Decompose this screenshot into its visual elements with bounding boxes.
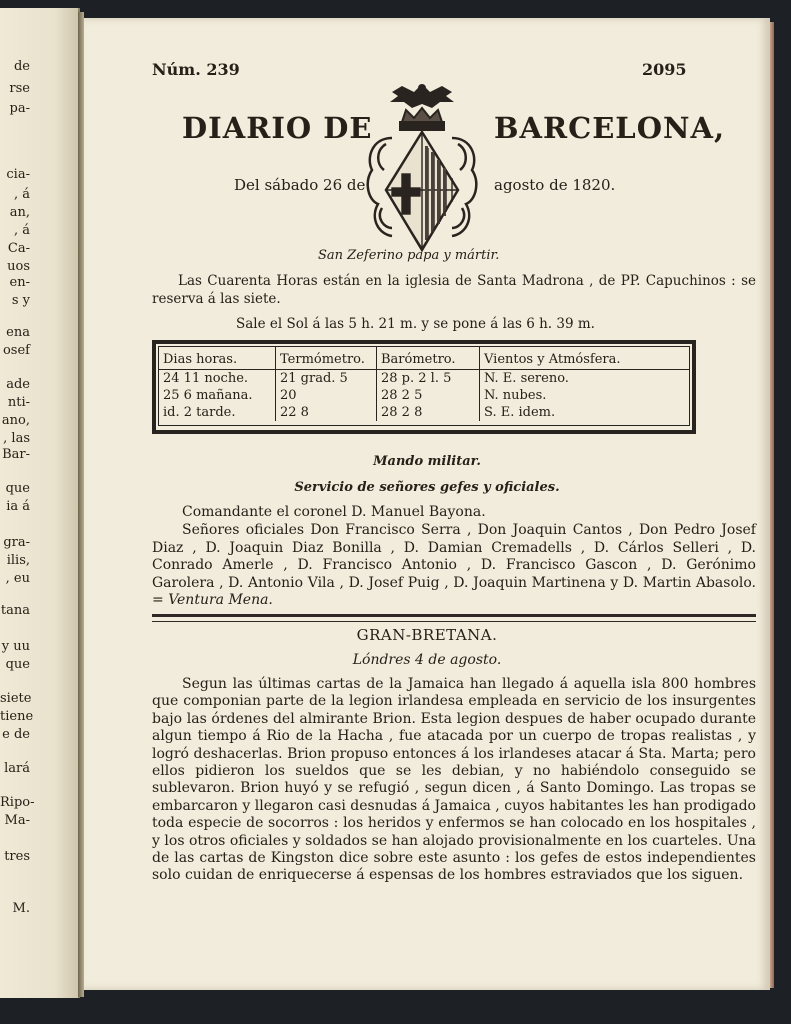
facing-page-text-fragment: Ca- xyxy=(7,241,30,256)
facing-page-text-fragment: rse xyxy=(9,81,30,96)
masthead-title-left: DIARIO DE xyxy=(182,111,373,145)
facing-page-text-fragment: nti- xyxy=(7,395,30,410)
section-divider xyxy=(152,614,756,622)
facing-page-text-fragment: , á xyxy=(13,187,30,202)
facing-page-text-fragment: Ma- xyxy=(4,813,30,828)
facing-page-text-fragment: tres xyxy=(4,849,30,864)
facing-page-text-fragment: lará xyxy=(4,761,30,776)
facing-page-text-fragment: Ripo- xyxy=(0,795,35,810)
facing-page-text-fragment: que xyxy=(5,657,30,672)
weather-row xyxy=(159,370,689,388)
facing-page-text-fragment: s y xyxy=(11,293,30,308)
facing-page-text-fragment: tana xyxy=(0,603,30,618)
officers-paragraph xyxy=(152,522,756,610)
facing-page-text-fragment: ilis, xyxy=(6,553,30,568)
weather-cell: 28 2 8 xyxy=(377,404,480,421)
date-line-left: Del sábado 26 de xyxy=(234,176,366,194)
facing-page-text-fragment: ena xyxy=(6,325,30,340)
issue-number: Núm. 239 xyxy=(152,60,240,79)
page-edge xyxy=(770,22,774,988)
weather-row xyxy=(159,387,689,404)
facing-page xyxy=(0,8,80,998)
facing-page-text-fragment: an, xyxy=(9,205,30,220)
facing-page-text-fragment: cia- xyxy=(6,167,30,182)
facing-page-text-fragment: pa- xyxy=(9,101,30,116)
weather-cell: id. 2 tarde. xyxy=(159,404,276,421)
masthead-title-right: BARCELONA, xyxy=(494,111,726,145)
weather-cell: 22 8 xyxy=(276,404,377,421)
signature: Ventura Mena. xyxy=(168,592,273,608)
date-line-right: agosto de 1820. xyxy=(494,176,616,194)
devotion-notice: Las Cuarenta Horas están en la iglesia de Santa Madrona , de PP. Capuchinos : se reserva á las siete. xyxy=(152,273,756,307)
news-section-heading: GRAN-BRETANA. xyxy=(356,626,498,644)
facing-page-text-fragment: siete xyxy=(0,691,32,706)
military-heading: Mando militar. xyxy=(373,454,481,469)
weather-header-row xyxy=(159,347,689,370)
facing-page-text-fragment: , eu xyxy=(5,571,30,586)
facing-page-text-fragment: , á xyxy=(13,223,30,238)
weather-cell: 28 p. 2 l. 5 xyxy=(377,370,480,388)
facing-page-text-fragment: M. xyxy=(12,901,30,916)
service-heading: Servicio de señores gefes y oficiales. xyxy=(294,480,560,495)
facing-page-text-fragment: que xyxy=(5,481,30,496)
weather-header-cell: Dias horas. xyxy=(159,347,276,370)
officers-text: Señores oficiales Don Francisco Serra , Don Joaquin Cantos , Don Pedro Josef Diaz , D. Joaquin Diaz Bonilla , D. Damian Cremadells , D. Cárlos Selleri , D. Conrado Amerle , D. Francisco Antonio , D. Francisco Gascon , D. Gerónimo Garolera , D. Antonio Vila , D. Josef Puig , D. Joaquin Martinena y D. Martin Abasolo. = xyxy=(152,522,756,608)
weather-row xyxy=(159,404,689,421)
facing-page-text-fragment: uos xyxy=(7,259,30,274)
facing-page-text-fragment: Bar- xyxy=(2,447,30,462)
facing-page-text-fragment: ia á xyxy=(6,499,30,514)
page-number: 2095 xyxy=(642,60,687,79)
weather-header-cell: Termómetro. xyxy=(276,347,377,370)
commander-line: Comandante el coronel D. Manuel Bayona. xyxy=(182,504,486,520)
weather-cell: 21 grad. 5 xyxy=(276,370,377,388)
weather-cell: 20 xyxy=(276,387,377,404)
news-body: Segun las últimas cartas de la Jamaica han llegado á aquella isla 800 hombres que componian parte de la legion irlandesa empleada en servicio de los insurgentes bajo las órdenes del almirante Brion. Esta legion despues de haber ocupado durante algun tiempo á Rio de la Hacha , fue atacada por un cuerpo de tropas realistas , y logró deshacerlas. Brion propuso entonces á los irlandeses atacar á Sta. Marta; pero ellos pidieron los sueldos que se les debian, y no habiéndolo conseguido se sublevaron. Brion huyó y se refugió , segun dicen , á Santo Domingo. Las tropas se embarcaron y llegaron casi desnudas á Jamaica , cuyos habitantes les han prodigado toda especie de socorros : los heridos y enfermos se han colocado en los hospitales , y los otros oficiales y soldados se han alojado provisionalmente en los cuarteles. Una de las cartas de Kingston dice sobre este asunto : los gefes de estos independientes solo cuidan de enriquecerse á espensas de los hombres estraviados que los siguen. xyxy=(152,676,756,884)
weather-table xyxy=(152,340,696,434)
weather-header-cell: Vientos y Atmósfera. xyxy=(480,347,690,370)
facing-page-text-fragment: e de xyxy=(2,727,30,742)
sunrise-sunset-line: Sale el Sol á las 5 h. 21 m. y se pone á las 6 h. 39 m. xyxy=(236,316,595,332)
weather-cell: N. E. sereno. xyxy=(484,371,569,386)
facing-page-text-fragment: gra- xyxy=(3,535,30,550)
newspaper-page xyxy=(84,18,770,990)
weather-cell: N. nubes. xyxy=(484,388,547,403)
news-dateline: Lóndres 4 de agosto. xyxy=(352,652,502,668)
facing-page-text-fragment: , las xyxy=(3,431,30,446)
facing-page-text-fragment: y uu xyxy=(1,639,30,654)
facing-page-text-fragment: tiene xyxy=(0,709,34,724)
weather-cell: 28 2 5 xyxy=(377,387,480,404)
weather-cell: S. E. idem. xyxy=(484,405,556,420)
facing-page-text-fragment: osef xyxy=(2,343,30,358)
facing-page-text-fragment: ade xyxy=(6,377,30,392)
barcelona-coat-of-arms-icon xyxy=(362,78,482,260)
facing-page-text-fragment: ano, xyxy=(1,413,30,428)
facing-page-text-fragment: en- xyxy=(9,275,30,290)
weather-cell: 24 11 noche. xyxy=(159,370,276,388)
facing-page-text-fragment: de xyxy=(13,59,30,74)
saint-of-the-day: San Zeferino papa y mártir. xyxy=(318,248,500,263)
weather-header-cell: Barómetro. xyxy=(377,347,480,370)
weather-cell: 25 6 mañana. xyxy=(159,387,276,404)
